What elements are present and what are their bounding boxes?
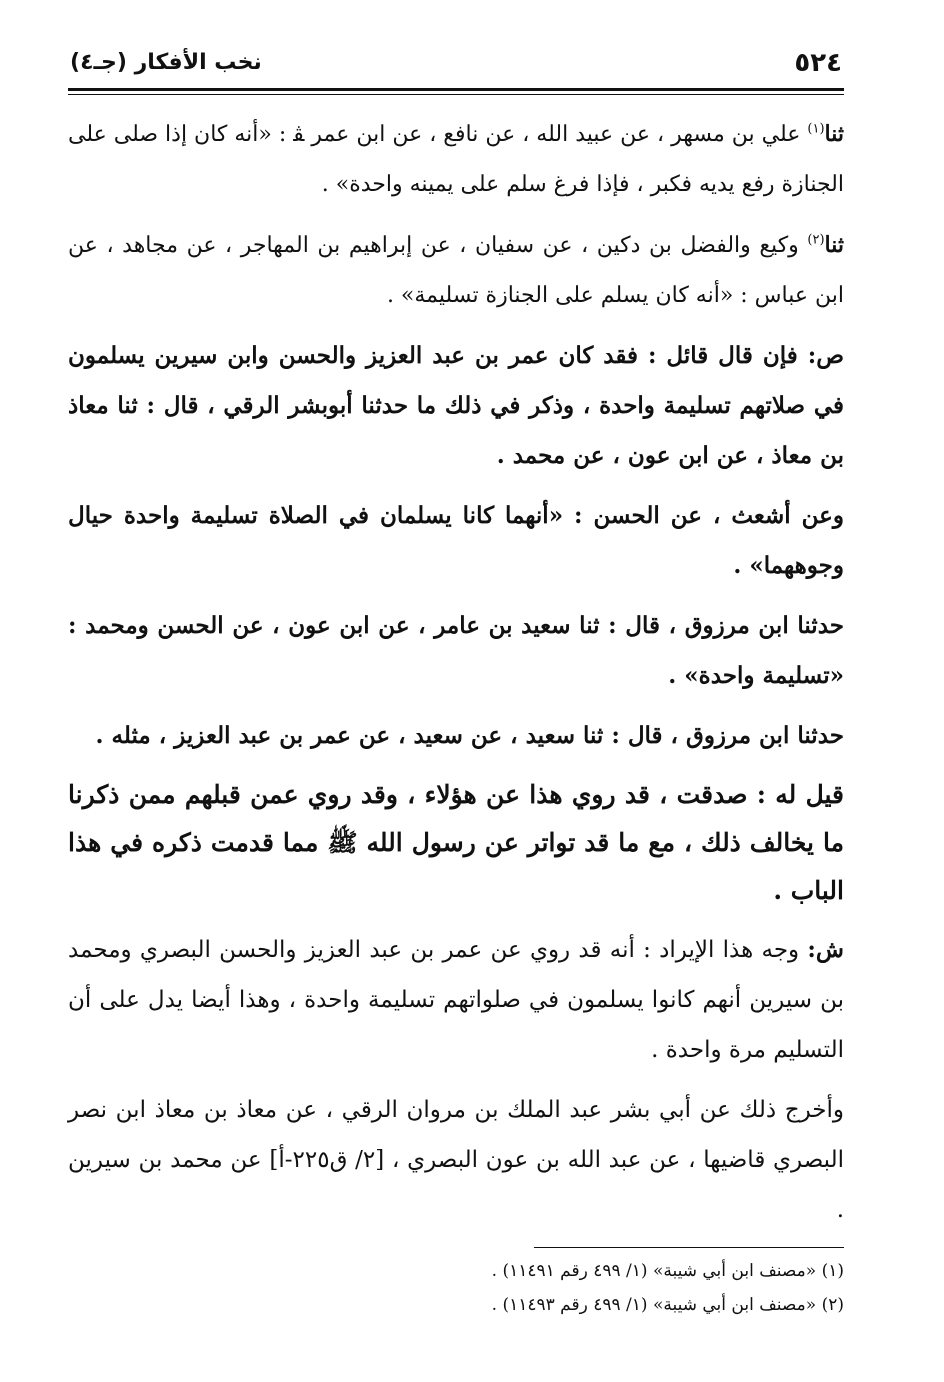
matn-paragraph-1: [68, 331, 844, 481]
matn-paragraph-4: [68, 711, 844, 761]
page-body: [68, 109, 844, 1235]
page-number: ٥٢٤: [794, 48, 842, 78]
header-rule: [68, 88, 844, 91]
footnote-ref-2: (٢): [807, 232, 825, 248]
matn-paragraph-3: [68, 601, 844, 701]
footnote-2: (٢) «مصنف ابن أبي شيبة» (١/ ٤٩٩ رقم ١١٤٩٣) .: [491, 1295, 844, 1315]
paragraph-text: حدثنا ابن مرزوق ، قال : ثنا سعيد بن عامر ، عن ابن عون ، عن الحسن ومحمد : «تسليمة واحدة» .: [68, 612, 844, 689]
commentary-paragraph-1: [68, 925, 844, 1075]
footnote-ref-1: (١): [807, 121, 825, 137]
commentary-paragraph-2: [68, 1085, 844, 1235]
footnote-separator: [534, 1247, 844, 1248]
paragraph-text: فإن قال قائل : فقد كان عمر بن عبد العزيز والحسن وابن سيرين يسلمون في صلاتهم تسليمة واحدة ، وذكر في ذلك ما حدثنا أبوبشر الرقي ، قال : ثنا معاذ بن معاذ ، عن ابن عون ، عن محمد .: [68, 342, 844, 469]
paragraph-text: حدثنا ابن مرزوق ، قال : ثنا سعيد ، عن سعيد ، عن عمر بن عبد العزيز ، مثله .: [95, 722, 844, 749]
paragraph-lead: ش:: [807, 936, 844, 963]
book-title: نخب الأفكار (جـ٤): [70, 50, 262, 75]
hadith-paragraph-2: [68, 220, 844, 321]
header-rule-thin: [68, 94, 844, 95]
paragraph-text: علي بن مسهر ، عن عبيد الله ، عن نافع ، عن ابن عمر ﭭ : «أنه كان إذا صلى على الجنازة رفع يديه فكبر ، فإذا فرغ سلم على يمينه واحدة» .: [68, 122, 844, 197]
paragraph-lead: ص:: [807, 342, 844, 369]
book-page: [68, 40, 844, 1322]
paragraph-lead: ثنا: [824, 121, 844, 147]
matn-paragraph-5: [68, 771, 844, 915]
paragraph-text: وجه هذا الإيراد : أنه قد روي عن عمر بن عبد العزيز والحسن البصري ومحمد بن سيرين أنهم كانوا يسلمون في صلواتهم تسليمة واحدة ، وهذا أيضا يدل على أن التسليم مرة واحدة .: [68, 937, 844, 1063]
footnote-1: (١) «مصنف ابن أبي شيبة» (١/ ٤٩٩ رقم ١١٤٩١) .: [491, 1261, 844, 1281]
matn-paragraph-2: [68, 491, 844, 591]
paragraph-text: وأخرج ذلك عن أبي بشر عبد الملك بن مروان الرقي ، عن معاذ بن معاذ ابن نصر البصري قاضيها ، عن عبد الله بن عون البصري ، [٢/ ق٢٢٥-أ] عن محمد بن سيرين .: [68, 1097, 845, 1223]
page-header: [68, 40, 844, 88]
paragraph-lead: ثنا: [824, 232, 844, 258]
hadith-paragraph-1: [68, 109, 844, 210]
paragraph-text: قيل له : صدقت ، قد روي هذا عن هؤلاء ، وقد روي عمن قبلهم ممن ذكرنا ما يخالف ذلك ، مع ما قد تواتر عن رسول الله ﷺ مما قدمت ذكره في هذا الباب .: [68, 780, 844, 905]
paragraph-text: وكيع والفضل بن دكين ، عن سفيان ، عن إبراهيم بن المهاجر ، عن مجاهد ، عن ابن عباس : «أنه كان يسلم على الجنازة تسليمة» .: [68, 233, 844, 308]
paragraph-text: وعن أشعث ، عن الحسن : «أنهما كانا يسلمان في الصلاة تسليمة واحدة حيال وجوههما» .: [68, 502, 844, 579]
